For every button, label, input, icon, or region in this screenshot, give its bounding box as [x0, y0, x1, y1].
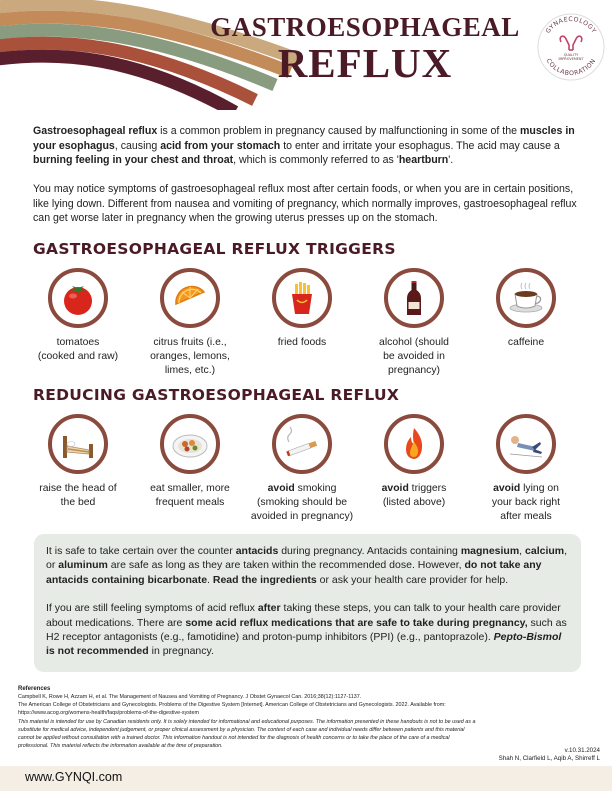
wine-bottle-icon [394, 278, 434, 318]
disclaimer: This material is intended for use by Canadian residents only. It is solely intended for informational and educational purposes. The information presented in these handouts is not to be used as a substitute for medical advice, independent judgement, or proper clinical assessment by a physician. The context of each case and individual needs differ between patients and this material cannot be applied without consultation with a trained doctor. This information handout is not intended for the diagnosis of health concerns or to take the place of the care of a medical professional. This material reflects the information available at the time of preparation. [18, 719, 476, 749]
references [18, 685, 478, 750]
reduce-item-smaller-meals: eat smaller, more frequent meals [134, 414, 246, 510]
reduce-item-avoid-smoking: avoid smoking (smoking should be avoided in pregnancy) [246, 414, 358, 525]
authors: Shah N, Clarfield L, Aqib A, Shirreff L [498, 755, 600, 763]
website-link[interactable]: www.GYNQI.com [25, 770, 123, 784]
reduce-item-avoid-lying-back: avoid lying on your back right after meals [470, 414, 582, 525]
intro-paragraph-2: You may notice symptoms of gastroesophageal reflux most after certain foods, or when you are in certain positions, like lying down. Different from nausea and vomiting of pregnancy, which normally improves, gastroesophageal reflux can get worse later in pregnancy when the growing uterus presses up on the stomach. [33, 183, 577, 225]
trigger-item-citrus: citrus fruits (i.e., oranges, lemons, limes, etc.) [134, 268, 246, 379]
orange-slice-icon [170, 278, 210, 318]
bed-icon [58, 424, 98, 464]
intro-paragraph-1: Gastroesophageal reflux is a common problem in pregnancy caused by malfunctioning in some of the muscles in your esophagus, causing acid from your stomach to enter and irritate your esophagus. The acid may cause a burning feeling in your chest and throat, which is commonly referred to as 'heartburn'. [33, 125, 575, 167]
coffee-cup-icon [506, 278, 546, 318]
reference-1: Campbell K, Rowe H, Azzam H, et al. The Management of Nausea and Vomiting of Pregnancy. J Obstet Gynaecol Can. 2016;38(12):1127-1137. [18, 694, 362, 700]
logo-mid-text-2: IMPROVEMENT [558, 57, 584, 61]
trigger-item-alcohol: alcohol (should be avoided in pregnancy) [358, 268, 470, 379]
gynqi-logo [536, 12, 606, 82]
page-title [200, 14, 530, 84]
reduce-item-raise-bed: raise the head of the bed [22, 414, 134, 510]
reducing-heading: REDUCING GASTROESOPHAGEAL REFLUX [33, 386, 400, 404]
trigger-item-tomatoes: tomatoes (cooked and raw) [22, 268, 134, 364]
fire-icon [394, 424, 434, 464]
callout-paragraph-1: It is safe to take certain over the counter antacids during pregnancy. Antacids containing magnesium, calcium, or aluminum are safe as long as they are taken within the recommended dose. However, do not take any antacids containing bicarbonate. Read the ingredients or ask your health care provider for help. [46, 545, 568, 586]
tomato-icon [58, 278, 98, 318]
footer [0, 766, 612, 791]
references-heading: References [18, 686, 51, 692]
logo-mid-text-1: QUALITY [563, 53, 579, 57]
lying-person-icon [506, 424, 546, 464]
fries-icon [282, 278, 322, 318]
version-info [499, 747, 600, 764]
medication-callout [34, 534, 581, 672]
callout-paragraph-2: If you are still feeling symptoms of acid reflux after taking these steps, you can talk to your health care provider about medications. There are some acid reflux medications that are safe to take during pregnancy, such as H2 receptor antagonists (e.g., famotidine) and proton-pump inhibitors (PPI) (e.g., pantoprazole). Pepto-Bismol is not recommended in pregnancy. [46, 602, 567, 658]
trigger-item-fried-foods: fried foods [246, 268, 358, 350]
plate-icon [170, 424, 210, 464]
reference-2: The American College of Obstetricians and Gynecologists. Problems of the Digestive System [Internet]. American College of Obstetricians and Gynecologists. 2022. Available from: https://www.acog.org/womens-health/faqs/problems-of-the-digestive-system [18, 702, 446, 716]
trigger-item-caffeine: caffeine [470, 268, 582, 350]
logo-top-text: GYNAECOLOGY [544, 15, 598, 35]
reduce-item-avoid-triggers: avoid triggers (listed above) [358, 414, 470, 510]
logo-bottom-text: COLLABORATION [544, 57, 598, 78]
triggers-heading: GASTROESOPHAGEAL REFLUX TRIGGERS [33, 240, 396, 258]
cigarette-icon [282, 424, 322, 464]
version-number: v.10.31.2024 [564, 747, 600, 754]
title-line-2: REFLUX [277, 40, 453, 86]
title-line-1: GASTROESOPHAGEAL [210, 12, 520, 42]
reducing-row [22, 414, 602, 554]
